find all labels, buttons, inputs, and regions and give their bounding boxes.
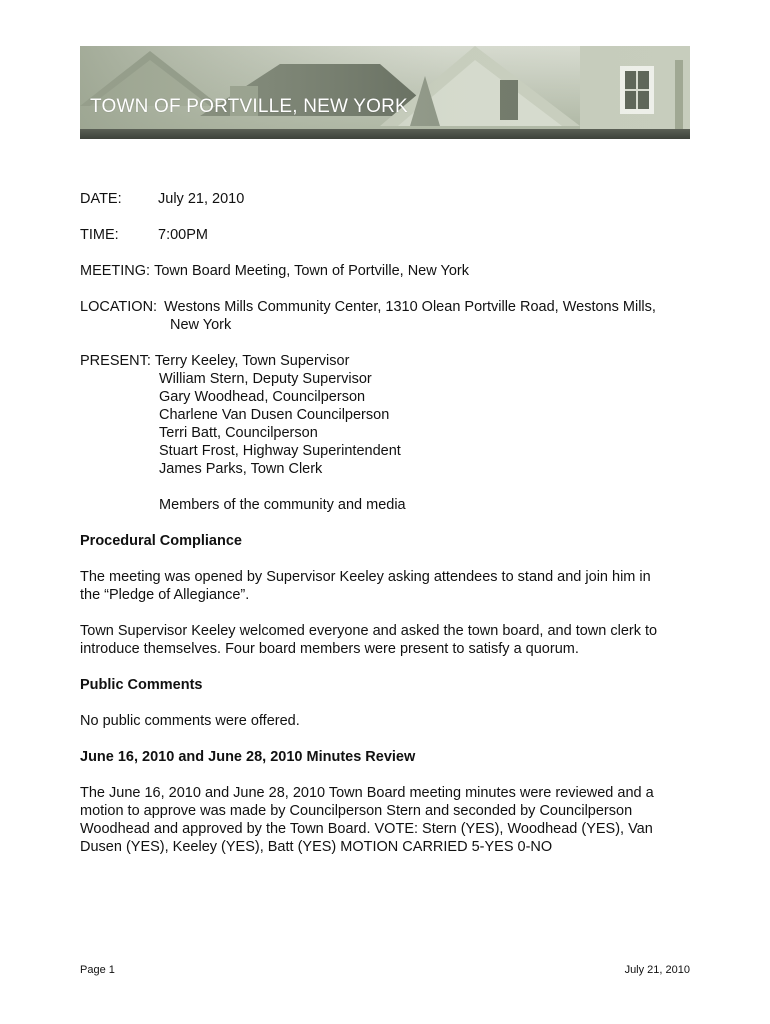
location-row <box>80 298 692 316</box>
time-label: TIME: <box>80 227 119 243</box>
public-comments-text: No public comments were offered. <box>80 713 300 729</box>
location-value-line2: New York <box>170 317 232 333</box>
date-row <box>80 190 692 208</box>
public-comments-heading: Public Comments <box>80 677 203 693</box>
meeting-label: MEETING: <box>80 263 151 279</box>
header-banner <box>80 46 690 139</box>
procedural-paragraph-1-line1: The meeting was opened by Supervisor Keeley asking attendees to stand and join him in <box>80 569 651 585</box>
banner-title: TOWN OF PORTVILLE, NEW YORK <box>90 96 408 117</box>
meeting-row <box>80 262 692 280</box>
location-value-line1: Westons Mills Community Center, 1310 Olean Portville Road, Westons Mills, <box>164 299 656 315</box>
procedural-paragraph-1-line2: the “Pledge of Allegiance”. <box>80 587 250 603</box>
present-extra: Members of the community and media <box>159 497 406 513</box>
minutes-review-line2: motion to approve was made by Councilperson Stern and seconded by Councilperson <box>80 803 633 819</box>
procedural-heading: Procedural Compliance <box>80 533 242 549</box>
present-row <box>80 352 692 370</box>
present-item: Stuart Frost, Highway Superintendent <box>159 443 401 459</box>
minutes-review-line4: Dusen (YES), Keeley (YES), Batt (YES) MOTION CARRIED 5-YES 0-NO <box>80 839 553 855</box>
procedural-paragraph-2-line1: Town Supervisor Keeley welcomed everyone and asked the town board, and town clerk to <box>80 623 658 639</box>
meeting-value: Town Board Meeting, Town of Portville, New York <box>154 263 469 279</box>
houses-photo <box>80 46 690 139</box>
present-item: Terri Batt, Councilperson <box>159 425 318 441</box>
minutes-review-line1: The June 16, 2010 and June 28, 2010 Town Board meeting minutes were reviewed and a <box>80 785 654 801</box>
footer-date: July 21, 2010 <box>624 964 690 976</box>
date-value: July 21, 2010 <box>158 191 245 207</box>
present-item: William Stern, Deputy Supervisor <box>159 371 372 387</box>
document-body <box>80 190 692 856</box>
present-label: PRESENT: <box>80 353 151 369</box>
time-value: 7:00PM <box>158 227 208 243</box>
time-row <box>80 226 692 244</box>
present-item: James Parks, Town Clerk <box>159 461 323 477</box>
present-item: Gary Woodhead, Councilperson <box>159 389 366 405</box>
procedural-paragraph-2-line2: introduce themselves. Four board members were present to satisfy a quorum. <box>80 641 579 657</box>
minutes-review-line3: Woodhead and approved by the Town Board. VOTE: Stern (YES), Woodhead (YES), Van <box>80 821 653 837</box>
present-item: Terry Keeley, Town Supervisor <box>154 353 350 369</box>
minutes-review-heading: June 16, 2010 and June 28, 2010 Minutes Review <box>80 749 416 765</box>
footer-page-number: Page 1 <box>80 964 115 976</box>
location-label: LOCATION: <box>80 299 158 315</box>
banner-rule <box>80 129 690 139</box>
date-label: DATE: <box>80 191 122 207</box>
present-item: Charlene Van Dusen Councilperson <box>159 407 390 423</box>
